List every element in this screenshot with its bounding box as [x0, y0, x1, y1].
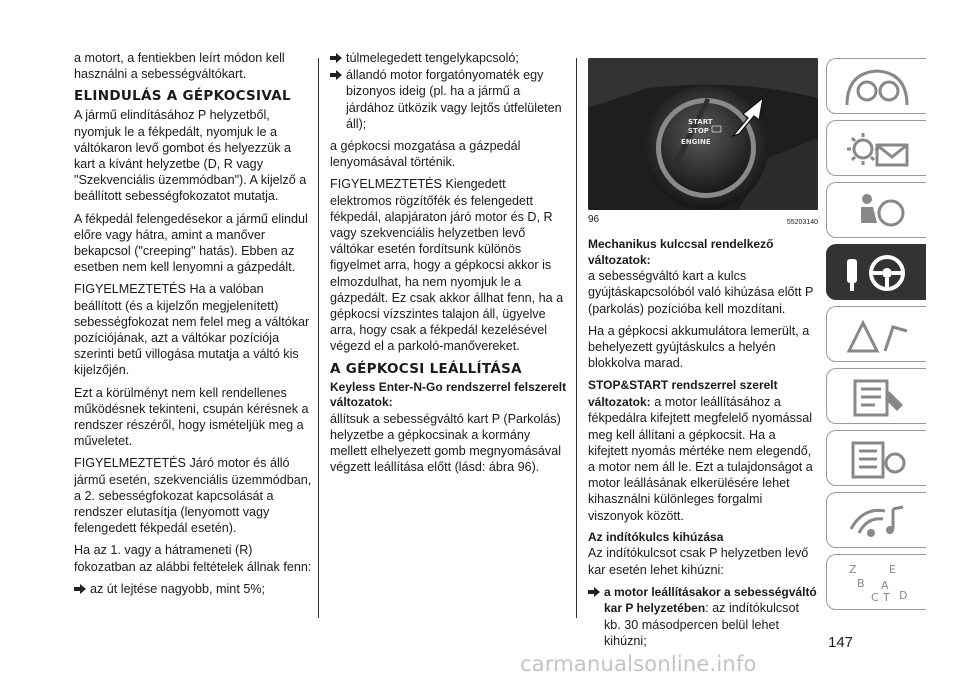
paragraph [588, 377, 818, 523]
warning-paragraph: FIGYELMEZTETÉS Kiengedett elektromos rögzítőfék és felengedett fékpedál, alapjáraton járó motor és D, R vagy szekvenciális helyzetben levő váltókar esetén fordítsunk különös figyelmet arra, hogy a gépkocsi akkor is elmozdulhat, ha nem nyomjuk le a gázpedált. Ez csak akkor állhat fenn, ha a gépkocsi vízszintes talajon áll, ügyelve arra, hogy csak a fékpedál kezelésével végezd el a parkoló-manővereket. [330, 177, 564, 354]
paragraph: A jármű elindításához P helyzetből, nyomjuk le a fékpedált, nyomjuk le a váltókaron levő gombot és helyezzük a kart a kívánt helyzetbe (D, R vagy "Szekvenciális üzemmódban"). A kijelző a beállított sebességfokozatot mutatja. [74, 108, 307, 204]
maintenance-icon [841, 375, 913, 419]
button-label-start: START [688, 118, 713, 126]
alphabet-index-icon [841, 561, 913, 605]
button-label-stop: STOP [688, 127, 709, 135]
key-steering-icon [841, 251, 913, 295]
paragraph: Ha az 1. vagy a hátrameneti (R) fokozatban az alábbi feltételek állnak fenn: [74, 543, 312, 574]
tab-technical-data[interactable] [826, 430, 926, 486]
paragraph: állítsuk a sebességváltó kart P (Parkolás) helyzetbe a gépkocsinak a kormány mellett elhelyezett gomb megnyomásával végzett leállítása előtt (lásd: ábra 96). [330, 411, 561, 475]
figure-caption [588, 212, 818, 231]
index-letter: E [889, 563, 896, 576]
tab-index[interactable] [826, 554, 926, 610]
bullet-text: : az indítókulcsot kb. 30 másodpercen belül lehet kihúzni; [604, 601, 799, 648]
multimedia-icon [841, 499, 913, 543]
tab-maintenance[interactable] [826, 368, 926, 424]
bullet-bold-text: a motor leállításakor a sebességváltó kar P helyzetében [604, 584, 817, 616]
warning-triangle-icon [841, 313, 913, 357]
column-left [74, 50, 312, 598]
tab-safety[interactable] [826, 182, 926, 238]
subheading-mechanical-key: Mechanikus kulccsal rendelkező változatok: [588, 237, 774, 267]
tab-emergency[interactable] [826, 306, 926, 362]
section-heading-park: A GÉPKOCSI LEÁLLÍTÁSA [330, 360, 522, 377]
page-number: 147 [828, 634, 854, 651]
button-label-engine: ENGINE [681, 138, 711, 146]
warning-lights-icon [841, 127, 913, 171]
watermark: carmanualsonline.info [520, 652, 757, 676]
bullet-item [588, 584, 818, 649]
figure-code: 55203140 [786, 219, 818, 226]
paragraph: A fékpedál felengedésekor a jármű elindul előre vagy hátra, amint a manőver bekapcsol ("creeping" hatás). Ebben az esetben nem kell lenyomni a gázpedált. [74, 211, 308, 275]
paragraph: Az indítókulcsot csak P helyzetben levő kar esetén lehet kihúzni: [588, 546, 809, 577]
paragraph-text: a motor leállításához a fékpedálra kifejtett megfelelő nyomással meg kell állítani a gépkocsit. Ha a kifejtett nyomás mértéke nem elegendő, a motor nem áll le. Ezt a tulajdonságot a motor leállásának elkerülésére lehet kihasználni különleges forgalmi viszonyok között. [588, 394, 813, 523]
paragraph: a gépkocsi mozgatása a gázpedál lenyomásával történik. [330, 139, 521, 170]
index-letter: D [899, 589, 908, 602]
tab-multimedia[interactable] [826, 492, 926, 548]
bullet-text: állandó motor forgatónyomaték egy bizonyos ideig (pl. ha a jármű a járdához ütközik vagy lejtős útfelületen áll); [346, 68, 562, 131]
bullet-item [330, 67, 568, 132]
bullet-icon [588, 587, 600, 597]
index-letter: T [883, 591, 890, 604]
bullet-icon [74, 584, 86, 594]
airbag-icon [841, 189, 913, 233]
technical-data-icon [841, 437, 913, 481]
paragraph: Ha a gépkocsi akkumulátora lemerült, a behelyezett gyújtáskulcs a helyén blokkolva marad. [588, 323, 810, 371]
section-heading-start: ELINDULÁS A GÉPKOCSIVAL [74, 88, 291, 105]
tab-dashboard[interactable] [826, 58, 926, 114]
index-letter: C [871, 591, 879, 604]
subheading-stop-start: STOP&START rendszerrel szerelt változatok: [588, 378, 778, 409]
bullet-text: az út lejtése nagyobb, mint 5%; [90, 581, 266, 596]
subheading-key-removal: Az indítókulcs kihúzása [588, 529, 724, 544]
warning-paragraph: FIGYELMEZTETÉS Ha a valóban beállított (és a kijelzőn megjelenített) sebességfokozat nem felel meg a váltókar pozíciójának, azt a váltókar pozíciója szerinti betű villogása mutatja a váltó kis kijelzőjén. [74, 282, 310, 378]
bullet-icon [330, 53, 342, 63]
column-divider [576, 58, 577, 618]
figure-number: 96 [588, 214, 600, 225]
index-letter: A [881, 579, 889, 592]
chapter-sidebar [826, 58, 930, 616]
tab-warning-lights[interactable] [826, 120, 926, 176]
index-letter: B [857, 577, 865, 590]
warning-paragraph: FIGYELMEZTETÉS Járó motor és álló jármű esetén, szekvenciális üzemmódban, a 2. sebességfokozat kapcsolását a rendszer elutasítja (lenyomott vagy felengedett fékpedál esetén). [74, 456, 312, 536]
column-right [588, 58, 818, 650]
start-stop-illustration [588, 58, 818, 210]
bullet-item [74, 581, 312, 597]
bullet-item [330, 50, 568, 66]
paragraph: a sebességváltó kart a kulcs gyújtáskapcsolóból való kihúzása előtt P (parkolás) pozícióba kell mozdítani. [588, 269, 814, 316]
paragraph: a motort, a fentiekben leírt módon kell használni a sebességváltókart. [74, 51, 285, 82]
index-letter: Z [849, 563, 857, 576]
start-stop-button-photo [588, 58, 818, 210]
bullet-text: túlmelegedett tengelykapcsoló; [346, 51, 519, 65]
subheading-keyless: Keyless Enter-N-Go rendszerrel felszerelt változatok: [330, 379, 567, 410]
paragraph: Ezt a körülményt nem kell rendellenes működésnek tekinteni, csupán kérésnek a rendszer részéről, hogy ismételjük meg a műveletet. [74, 385, 309, 449]
column-middle [330, 50, 568, 481]
column-divider [318, 58, 319, 618]
bullet-icon [330, 70, 342, 80]
tab-starting-driving[interactable] [826, 244, 926, 300]
dashboard-icon [841, 65, 913, 109]
